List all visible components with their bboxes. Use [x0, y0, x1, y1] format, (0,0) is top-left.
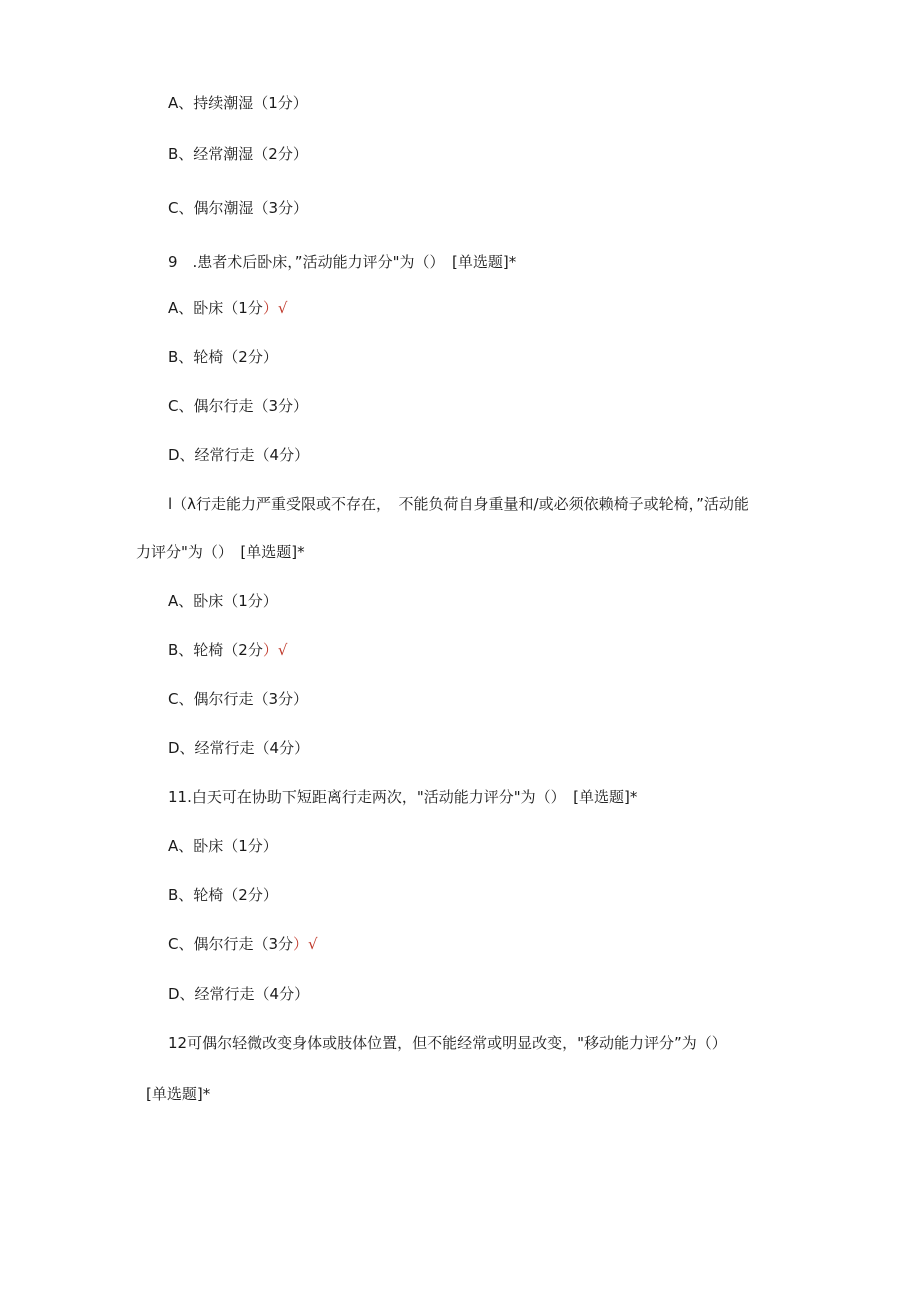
q8-option-a: A、持续潮湿（1分）: [168, 94, 308, 112]
q11-correct-mark: ）√: [293, 935, 318, 953]
q11-option-c-text: C、偶尔行走（3分: [168, 935, 294, 953]
q11-option-b: B、轮椅（2分）: [168, 886, 278, 904]
q11-option-a: A、卧床（1分）: [168, 837, 278, 855]
q11-title: 11.白天可在协助下短距离行走两次，"活动能力评分"为（） [单选题]*: [168, 788, 638, 806]
q10-option-d: D、经常行走（4分）: [168, 739, 310, 757]
q8-option-c: C、偶尔潮湿（3分）: [168, 199, 309, 217]
q10-option-a: A、卧床（1分）: [168, 592, 278, 610]
q8-option-b: B、经常潮湿（2分）: [168, 145, 308, 163]
q10-option-c: C、偶尔行走（3分）: [168, 690, 309, 708]
q12-title-line1: 12可偶尔轻微改变身体或肢体位置，但不能经常或明显改变，"移动能力评分”为（）: [168, 1034, 727, 1052]
q9-option-a: [168, 298, 287, 318]
q10-title-line2: 力评分"为（） [单选题]*: [136, 543, 305, 561]
q9-option-b: B、轮椅（2分）: [168, 348, 278, 366]
q11-option-d: D、经常行走（4分）: [168, 985, 310, 1003]
q9-option-d: D、经常行走（4分）: [168, 446, 310, 464]
q10-option-b: [168, 640, 287, 660]
q9-option-a-text: A、卧床（1分: [168, 299, 263, 317]
q9-option-c: C、偶尔行走（3分）: [168, 397, 309, 415]
q11-option-c: [168, 934, 318, 954]
q9-title: 9 .患者术后卧床，”活动能力评分"为（） [单选题]*: [168, 253, 517, 271]
q12-title-line2: [单选题]*: [146, 1085, 211, 1103]
q9-correct-mark: ）√: [262, 299, 288, 317]
q10-correct-mark: ）√: [262, 641, 288, 659]
q10-title-line1: l（λ行走能力严重受限或不存在， 不能负荷自身重量和/或必须依赖椅子或轮椅，”活动能: [168, 495, 749, 513]
q10-option-b-text: B、轮椅（2分: [168, 641, 263, 659]
